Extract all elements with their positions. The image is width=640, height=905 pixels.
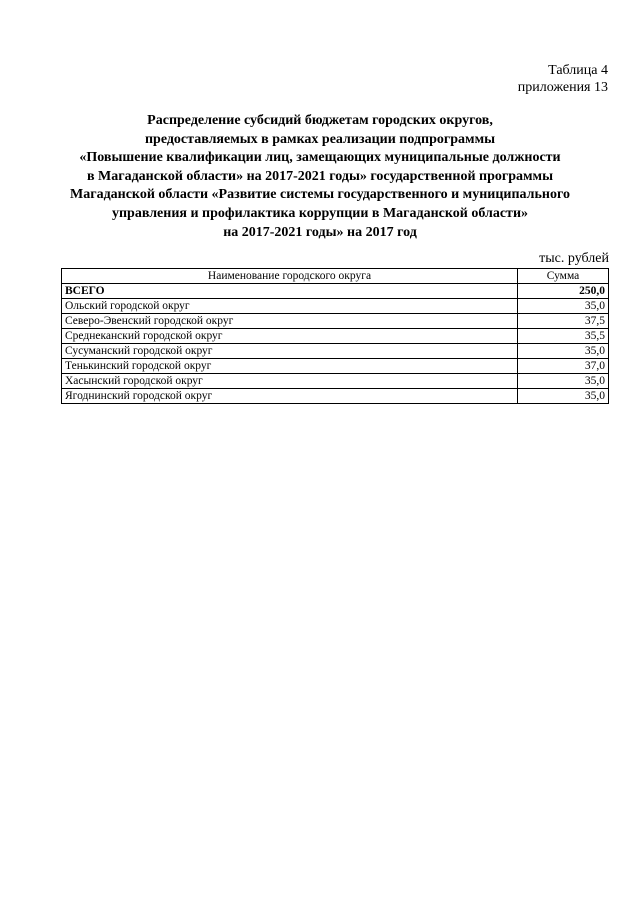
district-sum: 35,0 [518,389,609,404]
table-row [62,299,609,314]
table-row [62,374,609,389]
table-row [62,329,609,344]
title-line: управления и профилактика коррупции в Магаданской области» [111,205,529,221]
table-total-row [62,284,609,299]
subsidy-table [61,268,609,404]
table-row [62,314,609,329]
title-line: на 2017-2021 годы» на 2017 год [223,224,417,240]
district-sum: 37,0 [518,359,609,374]
table-row [62,389,609,404]
total-sum: 250,0 [518,284,609,299]
column-header-sum: Сумма [518,269,609,284]
district-sum: 35,5 [518,329,609,344]
district-name: Сусуманский городской округ [62,344,518,359]
district-name: Ольский городской округ [62,299,518,314]
district-sum: 35,0 [518,344,609,359]
district-name: Среднеканский городской округ [62,329,518,344]
table-reference [518,62,608,96]
table-row [62,359,609,374]
district-name: Тенькинский городской округ [62,359,518,374]
district-sum: 35,0 [518,299,609,314]
title-line: «Повышение квалификации лиц, замещающих муниципальные должности [79,150,561,166]
title-line: предоставляемых в рамках реализации подпрограммы [144,131,496,147]
title-line: в Магаданской области» на 2017-2021 годы» государственной программы [86,168,554,184]
table-number: Таблица 4 [548,63,608,78]
appendix-number: приложения 13 [517,80,608,95]
district-name: Северо-Эвенский городской округ [62,314,518,329]
district-sum: 37,5 [518,314,609,329]
table-row [62,344,609,359]
table-header-row [62,269,609,284]
district-name: Ягоднинский городской округ [62,389,518,404]
column-header-name: Наименование городского округа [62,269,518,284]
document-title [40,112,600,242]
title-line: Магаданской области «Развитие системы государственного и муниципального [70,187,570,203]
total-label: ВСЕГО [62,284,518,299]
title-line: Распределение субсидий бюджетам городских округов, [147,113,493,128]
district-sum: 35,0 [518,374,609,389]
district-name: Хасынский городской округ [62,374,518,389]
unit-label: тыс. рублей [539,251,609,266]
